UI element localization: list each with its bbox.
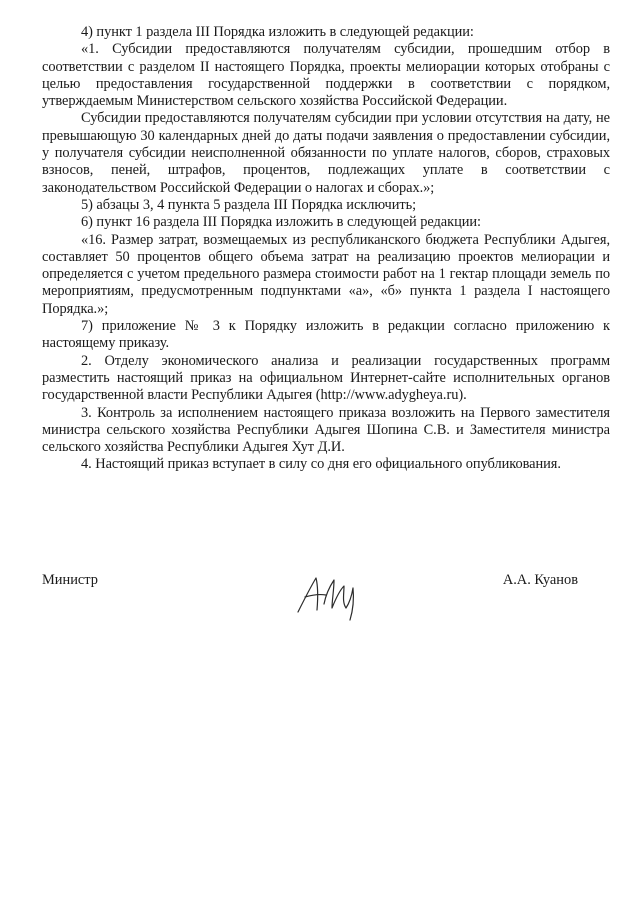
paragraph-point-2: 2. Отделу экономического анализа и реализации государственных программ разместить настоящий приказ на официальном Интернет-сайте исполнительных органов государственной власти Республики Адыгея (http://www.adygheya.ru). [42,352,610,404]
handwritten-signature-icon [290,564,370,624]
paragraph-item-4: 4) пункт 1 раздела III Порядка изложить в следующей редакции: [81,24,474,40]
paragraph-point-4: 4. Настоящий приказ вступает в силу со дня его официального опубликования. [81,456,561,473]
paragraph-item-7: 7) приложение № 3 к Порядку изложить в редакции согласно приложению к настоящему приказу. [42,318,610,352]
signatory-title: Министр [42,572,98,588]
signatory-name: А.А. Куанов [502,572,578,588]
paragraph-point-3: 3. Контроль за исполнением настоящего приказа возложить на Первого заместителя министра сельского хозяйства Республики Адыгея Шопина С.В. и Заместителя министра сельского хозяйства Республики Адыгея Хут Д.И. [42,404,610,456]
signature-block [42,572,610,632]
paragraph-item-4-text: «1. Субсидии предоставляются получателям субсидии, прошедшим отбор в соответствии с разделом II настоящего Порядка, проекты мелиорации которых отобраны с целью предоставления государственной поддержки в соответствии с порядком, утверждаемым Министерством сельского хозяйства Российской Федерации. [42,41,610,110]
document-body [42,24,610,474]
paragraph-item-5: 5) абзацы 3, 4 пункта 5 раздела III Порядка исключить; [81,196,417,213]
paragraph-item-6-text: «16. Размер затрат, возмещаемых из республиканского бюджета Республики Адыгея, составляет 50 процентов общего объема затрат на реализацию проектов мелиорации и определяется с учетом предельного размера стоимости работ на 1 гектар площади земель по мероприятиям, предусмотренным подпунктами «а», «б» пункта 1 раздела I настоящего Порядка.»; [42,231,610,317]
paragraph-item-6: 6) пункт 16 раздела III Порядка изложить в следующей редакции: [81,214,481,231]
paragraph-subsidy-conditions: Субсидии предоставляются получателям субсидии при условии отсутствия на дату, не превышающую 30 календарных дней до даты подачи заявления о предоставлении субсидии, у получателя субсидии неисполненной обязанности по уплате налогов, сборов, страховых взносов, пеней, штрафов, процентов, подлежащих уплате в соответствии с законодательством Российской Федерации о налогах и сборах.»; [42,110,610,196]
